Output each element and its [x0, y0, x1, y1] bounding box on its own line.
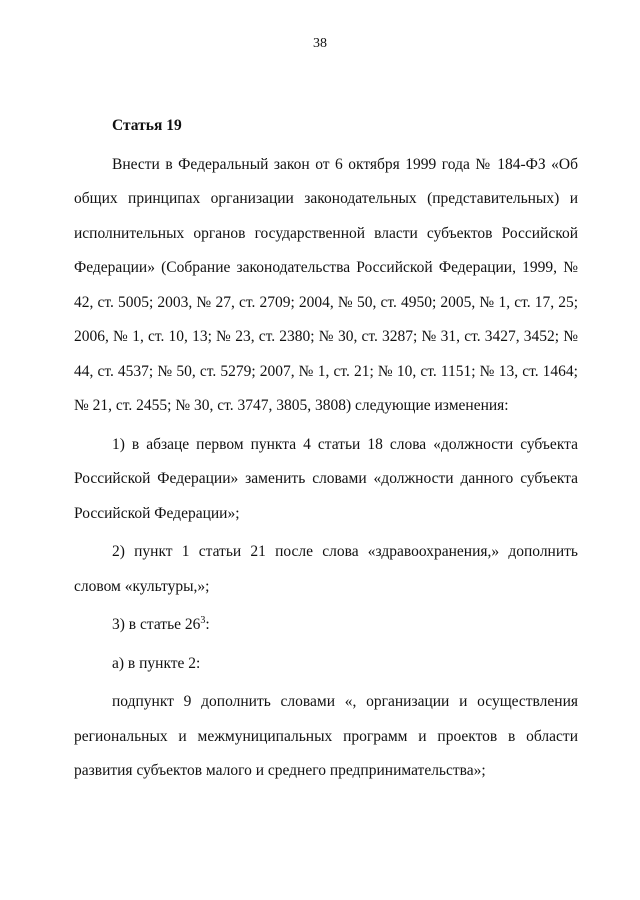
page-number: 38: [313, 36, 327, 51]
amendment-item-3-text: 3) в статье 26: [112, 616, 201, 633]
subitem-a: а) в пункте 2:: [112, 654, 201, 672]
amendment-item-3: [74, 608, 578, 643]
amendment-item-2: 2) пункт 1 статьи 21 после слова «здравоохранения,» дополнить словом «культуры,»;: [74, 543, 578, 595]
article-intro-paragraph: Внести в Федеральный закон от 6 октября 1999 года № 184-ФЗ «Об общих принципах организации законодательных (представительных) и исполнительных органов государственной власти субъектов Российской Федерации» (Собрание законодательства Российской Федерации, 1999, № 42, ст. 5005; 2003, № 27, ст. 2709; 2004, № 50, ст. 4950; 2005, № 1, ст. 17, 25; 2006, № 1, ст. 10, 13; № 23, ст. 2380; № 30, ст. 3287; № 31, ст. 3427, 3452; № 44, ст. 4537; № 50, ст. 5279; 2007, № 1, ст. 21; № 10, ст. 1151; № 13, ст. 1464; № 21, ст. 2455; № 30, ст. 3747, 3805, 3808) следующие изменения:: [74, 155, 578, 414]
article-title: Статья 19: [112, 117, 182, 134]
amendment-item-1: 1) в абзаце первом пункта 4 статьи 18 слова «должности субъекта Российской Федерации» заменить словами «должности данного субъекта Российской Федерации»;: [74, 435, 578, 522]
article-superscript: 3: [200, 614, 206, 626]
amendment-item-3-colon: :: [205, 616, 210, 633]
document-body: [74, 109, 578, 793]
subitem-a-text: подпункт 9 дополнить словами «, организации и осуществления региональных и межмуниципальных программ и проектов в области развития субъектов малого и среднего предпринимательства»;: [74, 693, 578, 779]
